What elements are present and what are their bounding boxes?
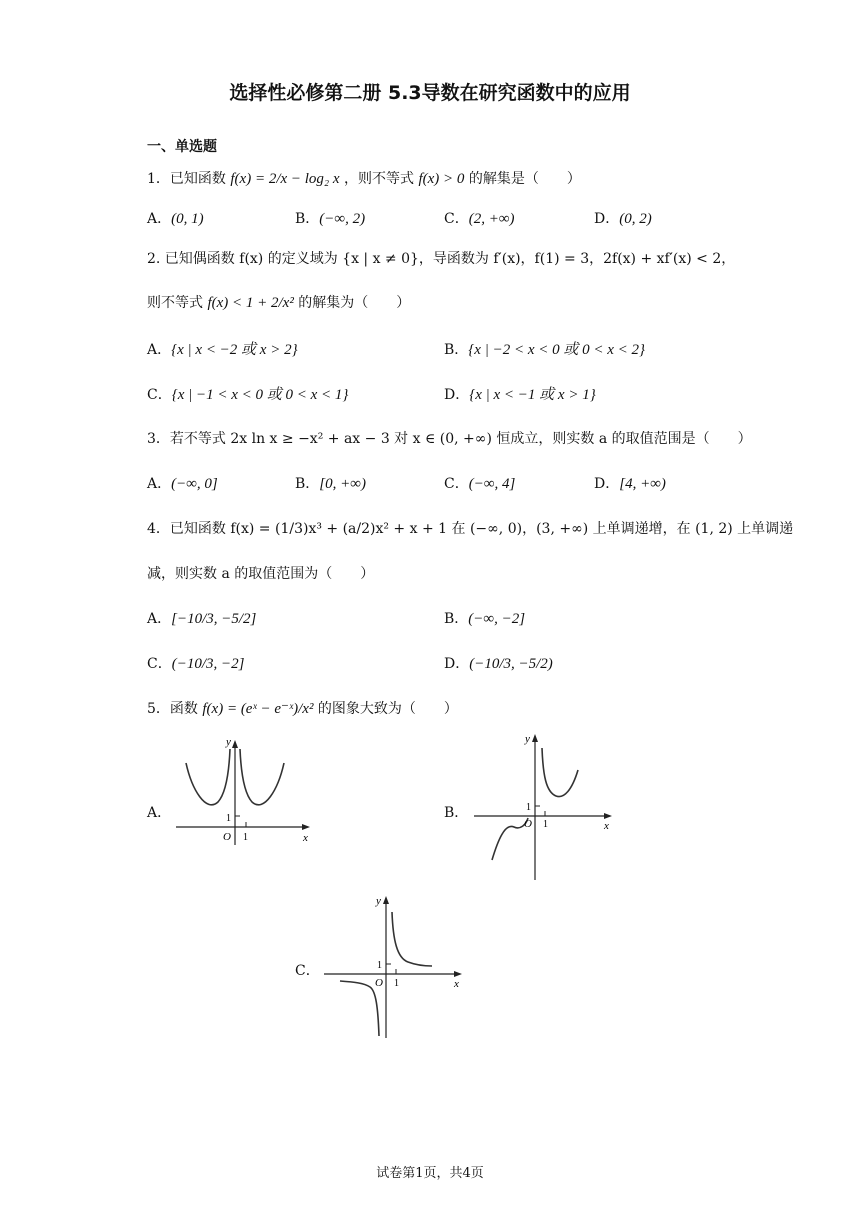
q3-option-c: [444, 473, 515, 493]
x-axis-arrow-icon: [302, 824, 310, 830]
option-value: (−∞, −2]: [468, 611, 526, 627]
option-value: (−∞, 2): [319, 211, 366, 227]
curve-right: [542, 748, 578, 797]
curve-left: [492, 818, 528, 860]
option-label: D．: [444, 387, 470, 403]
option-value: (2, +∞): [468, 211, 515, 227]
q5-stem-a: 5．函数: [147, 701, 198, 717]
option-value: (−10/3, −5/2): [469, 656, 553, 672]
x-one-label: 1: [543, 819, 548, 830]
q2-option-c: [147, 383, 348, 404]
q1-stem-c: 的解集是（ ）: [468, 171, 581, 187]
option-label: B．: [295, 476, 320, 492]
q4-option-c: [147, 653, 244, 673]
y-label: y: [525, 733, 530, 745]
option-label: A．: [147, 342, 172, 358]
q1-condition: f(x) > 0: [418, 171, 465, 187]
question-3: 3．若不等式 2x ln x ≥ −x² + ax − 3 对 x ∈ (0, +∞) 恒成立，则实数 a 的取值范围是（ ）: [147, 431, 752, 447]
q2-option-b: [444, 338, 645, 359]
q3-option-d: [594, 473, 666, 493]
option-value: (0, 1): [171, 211, 204, 227]
option-label: B．: [444, 611, 469, 627]
y-label: y: [376, 895, 381, 907]
q2-formula: f(x) < 1 + 2/x²: [207, 295, 294, 311]
section-heading: 一、单选题: [147, 139, 217, 155]
page-footer: 试卷第1页，共4页: [376, 1166, 484, 1181]
option-label: B．: [295, 211, 320, 227]
y-one-label: 1: [226, 813, 231, 824]
option-value: (−∞, 4]: [468, 476, 516, 492]
x-label: x: [604, 820, 609, 832]
q1-formula: f(x) = 2/x − log₂ x: [230, 171, 340, 187]
q5-formula: f(x) = (eˣ − e⁻ˣ)/x²: [202, 701, 314, 717]
option-value: [−10/3, −5/2]: [171, 611, 257, 627]
option-value: {x | −2 < x < 0 或 0 < x < 2}: [468, 342, 646, 358]
q2-stem-b: 的解集为（ ）: [298, 295, 411, 311]
origin-label: O: [524, 818, 532, 830]
q1-option-a: [147, 208, 204, 228]
question-1: [147, 168, 581, 188]
option-label: A．: [147, 211, 172, 227]
option-value: [4, +∞): [619, 476, 666, 492]
option-label: D．: [444, 656, 470, 672]
option-label: B．: [444, 342, 469, 358]
question-2-line-2: [147, 292, 410, 312]
x-one-label: 1: [243, 832, 248, 843]
question-4-line-1: 4．已知函数 f(x) = (1/3)x³ + (a/2)x² + x + 1 在 (−∞, 0)，(3, +∞) 上单调递增，在 (1, 2) 上单调递: [147, 521, 794, 537]
q4-option-a: [147, 608, 256, 628]
q5-graph-a: [170, 735, 315, 847]
x-one-label: 1: [394, 978, 399, 989]
curve-left: [186, 749, 230, 805]
curve-right: [240, 749, 284, 805]
curve-right: [392, 912, 432, 966]
option-label: A．: [147, 476, 172, 492]
origin-label: O: [223, 831, 231, 843]
q2-stem-a: 则不等式: [147, 295, 203, 311]
option-value: (−10/3, −2]: [171, 656, 245, 672]
y-axis-arrow-icon: [383, 896, 389, 904]
x-axis-arrow-icon: [454, 971, 462, 977]
q5-option-b-label: B．: [444, 805, 469, 821]
option-value: (−∞, 0]: [171, 476, 218, 492]
option-value: {x | −1 < x < 0 或 0 < x < 1}: [171, 387, 349, 403]
question-2-line-1: 2. 已知偶函数 f(x) 的定义域为 {x | x ≠ 0}，导函数为 f′(x)，f(1) = 3，2f(x) + xf′(x) < 2，: [147, 251, 736, 267]
q1-option-d: [594, 208, 652, 228]
option-label: C．: [444, 211, 469, 227]
option-value: {x | x < −2 或 x > 2}: [171, 342, 298, 358]
option-label: C．: [147, 656, 172, 672]
q1-stem-b: ，则不等式: [344, 171, 415, 187]
y-label: y: [226, 736, 231, 748]
x-label: x: [303, 832, 308, 844]
question-5: [147, 698, 458, 718]
origin-label: O: [375, 977, 383, 989]
x-label: x: [454, 978, 459, 990]
q5-stem-b: 的图象大致为（ ）: [317, 701, 458, 717]
q5-option-a-label: A．: [147, 805, 172, 821]
option-label: C．: [444, 476, 469, 492]
q2-option-d: [444, 383, 596, 404]
option-value: {x | x < −1 或 x > 1}: [469, 387, 596, 403]
y-one-label: 1: [377, 960, 382, 971]
question-4-line-2: 减，则实数 a 的取值范围为（ ）: [147, 566, 375, 582]
page-title: 选择性必修第二册 5.3导数在研究函数中的应用: [229, 82, 631, 104]
q4-option-b: [444, 608, 525, 628]
q1-option-c: [444, 208, 515, 228]
q5-graph-c: [320, 890, 470, 1040]
y-axis-arrow-icon: [232, 740, 238, 748]
q5-graph-b: [470, 730, 618, 882]
q3-option-b: [295, 473, 366, 493]
q2-option-a: [147, 338, 298, 359]
option-label: D．: [594, 211, 620, 227]
x-axis-arrow-icon: [604, 813, 612, 819]
option-value: (0, 2): [619, 211, 652, 227]
option-label: D．: [594, 476, 620, 492]
q3-option-a: [147, 473, 218, 493]
y-axis-arrow-icon: [532, 734, 538, 742]
y-one-label: 1: [526, 802, 531, 813]
option-label: C．: [147, 387, 172, 403]
q5-option-c-label: C．: [295, 963, 320, 979]
q1-stem-a: 1．已知函数: [147, 171, 226, 187]
q4-option-d: [444, 653, 553, 673]
q1-option-b: [295, 208, 365, 228]
option-label: A．: [147, 611, 172, 627]
curve-left: [340, 981, 379, 1036]
option-value: [0, +∞): [319, 476, 366, 492]
